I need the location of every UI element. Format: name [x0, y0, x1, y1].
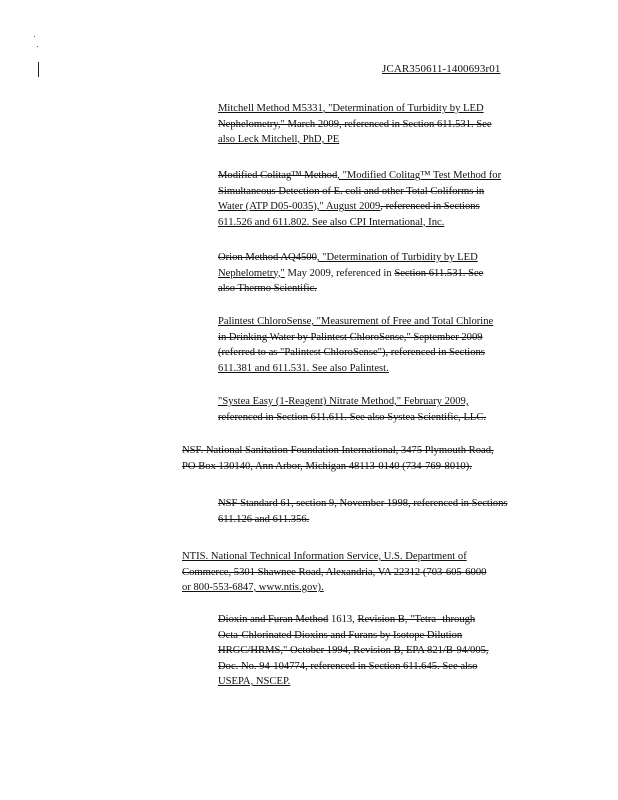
entry-line: [218, 215, 501, 231]
struck-text: in Drinking Water by Palintest ChloroSense," September 2009: [218, 331, 483, 343]
struck-text: HRGC/HRMS," October 1994, Revision B, EPA 821/B-94/005,: [218, 645, 489, 656]
struck-text: Doc. No. 94-104774, referenced in Section 611.645. See also: [218, 660, 478, 672]
entry-line: [218, 266, 483, 282]
struck-text: Commerce, 5301 Shawnee Road, Alexandria, VA 22312 (703-605-6000: [182, 566, 487, 578]
entry-line: [218, 496, 508, 512]
entry-line: [218, 168, 501, 184]
entry-line: [218, 250, 483, 266]
scan-speck: [34, 36, 35, 37]
entry-mitchell-method: [218, 101, 492, 148]
struck-text: (referred to as "Palintest ChloroSense"), referenced in Sections: [218, 347, 485, 358]
entry-line: [218, 394, 486, 410]
entry-systea-easy-nitrate: [218, 394, 486, 425]
struck-text: Revision B, "Tetra- through: [357, 614, 476, 625]
struck-text: PO Box 130140, Ann Arbor, Michigan 48113-0140 (734-769-8010).: [182, 460, 472, 472]
struck-text: Section 611.531. See: [394, 267, 484, 279]
struck-text: also Thermo Scientific.: [218, 283, 317, 294]
inserted-text: , "Determination of Turbidity by LED: [322, 103, 484, 114]
inserted-text: 611.526 and 611.802. See also CPI International, Inc.: [218, 216, 445, 228]
inserted-text: "Systea Easy (1-Reagent) Nitrate Method," February 2009,: [218, 396, 469, 407]
struck-text: 611.126 and 611.356.: [218, 513, 310, 525]
struck-text: Simultaneous Detection of E. coli and other Total Coliforms in: [218, 185, 485, 197]
text: 1613,: [328, 614, 358, 625]
entry-line: [182, 580, 486, 596]
inserted-text: , "Determination of Turbidity by LED: [316, 252, 478, 263]
entry-line: [218, 361, 493, 377]
entry-modified-colitag-method: [218, 168, 501, 230]
entry-line: [218, 659, 489, 675]
inserted-text: also Leck Mitchell, PhD, PE: [218, 134, 340, 145]
entry-line: [218, 512, 508, 528]
entry-palintest-chlorosense: [218, 314, 493, 376]
entry-line: [218, 345, 493, 361]
entry-line: [218, 132, 492, 148]
inserted-text: or 800-553-6847, www.ntis.gov).: [182, 582, 324, 593]
inserted-text: Palintest ChloroSense, "Measurement of Free and Total Chlorine: [218, 316, 494, 327]
entry-line: [182, 549, 486, 565]
scan-speck: [37, 46, 38, 47]
struck-text: Nephelometry," March 2009: [218, 118, 340, 130]
inserted-text: NTIS. National Technical Information Service, U.S. Department of: [182, 551, 467, 562]
entry-line: [218, 314, 493, 330]
document-id: JCAR350611-1400693r01: [382, 63, 501, 75]
struck-text: , referenced in Sections: [380, 201, 480, 212]
entry-line: [182, 565, 486, 581]
inserted-text: , "Modified Colitag™ Test Method for: [337, 170, 502, 181]
struck-text: Dioxin and Furan Method: [218, 614, 329, 625]
entry-line: [218, 199, 501, 215]
entry-line: [218, 628, 489, 644]
struck-text: , referenced in Section 611.531. See: [339, 118, 492, 130]
entry-line: [218, 117, 492, 133]
entry-line: [182, 443, 494, 459]
entry-line: [218, 330, 493, 346]
inserted-text: Mitchell Method M5331: [218, 103, 323, 114]
entry-line: [218, 281, 483, 297]
inserted-text: Water (ATP D05-0035)," August 2009: [218, 201, 381, 212]
struck-text: NSF. National Sanitation Foundation International, 3475 Plymouth Road,: [182, 445, 494, 456]
struck-text: referenced in Section 611.611. See also Systea Scientific, LLC.: [218, 411, 487, 423]
inserted-text: Nephelometry,": [218, 267, 285, 279]
entry-nsf-organization: [182, 443, 494, 474]
inserted-text: USEPA, NSCEP.: [218, 676, 291, 687]
entry-line: [218, 643, 489, 659]
entry-ntis-organization: [182, 549, 486, 596]
struck-text: NSF Standard 61, section 9, November 1998, referenced in Sections: [218, 498, 508, 509]
struck-text: Orion Method AQ4500: [218, 252, 317, 263]
entry-line: [218, 101, 492, 117]
struck-text: Modified Colitag™ Method: [218, 170, 338, 181]
entry-line: [218, 410, 486, 426]
entry-line: [218, 612, 489, 628]
entry-dioxin-furan-method: [218, 612, 489, 690]
entry-orion-method: [218, 250, 483, 297]
entry-nsf-standard-61: [218, 496, 508, 527]
entry-line: [182, 459, 494, 475]
entry-line: [218, 674, 489, 690]
inserted-text: 611.381 and 611.531. See also Palintest.: [218, 362, 389, 374]
text: May 2009, referenced in: [284, 267, 395, 279]
struck-text: Octa-Chlorinated Dioxins and Furans by Isotope Dilution: [218, 629, 463, 641]
entry-line: [218, 184, 501, 200]
margin-change-bar: [38, 62, 39, 77]
